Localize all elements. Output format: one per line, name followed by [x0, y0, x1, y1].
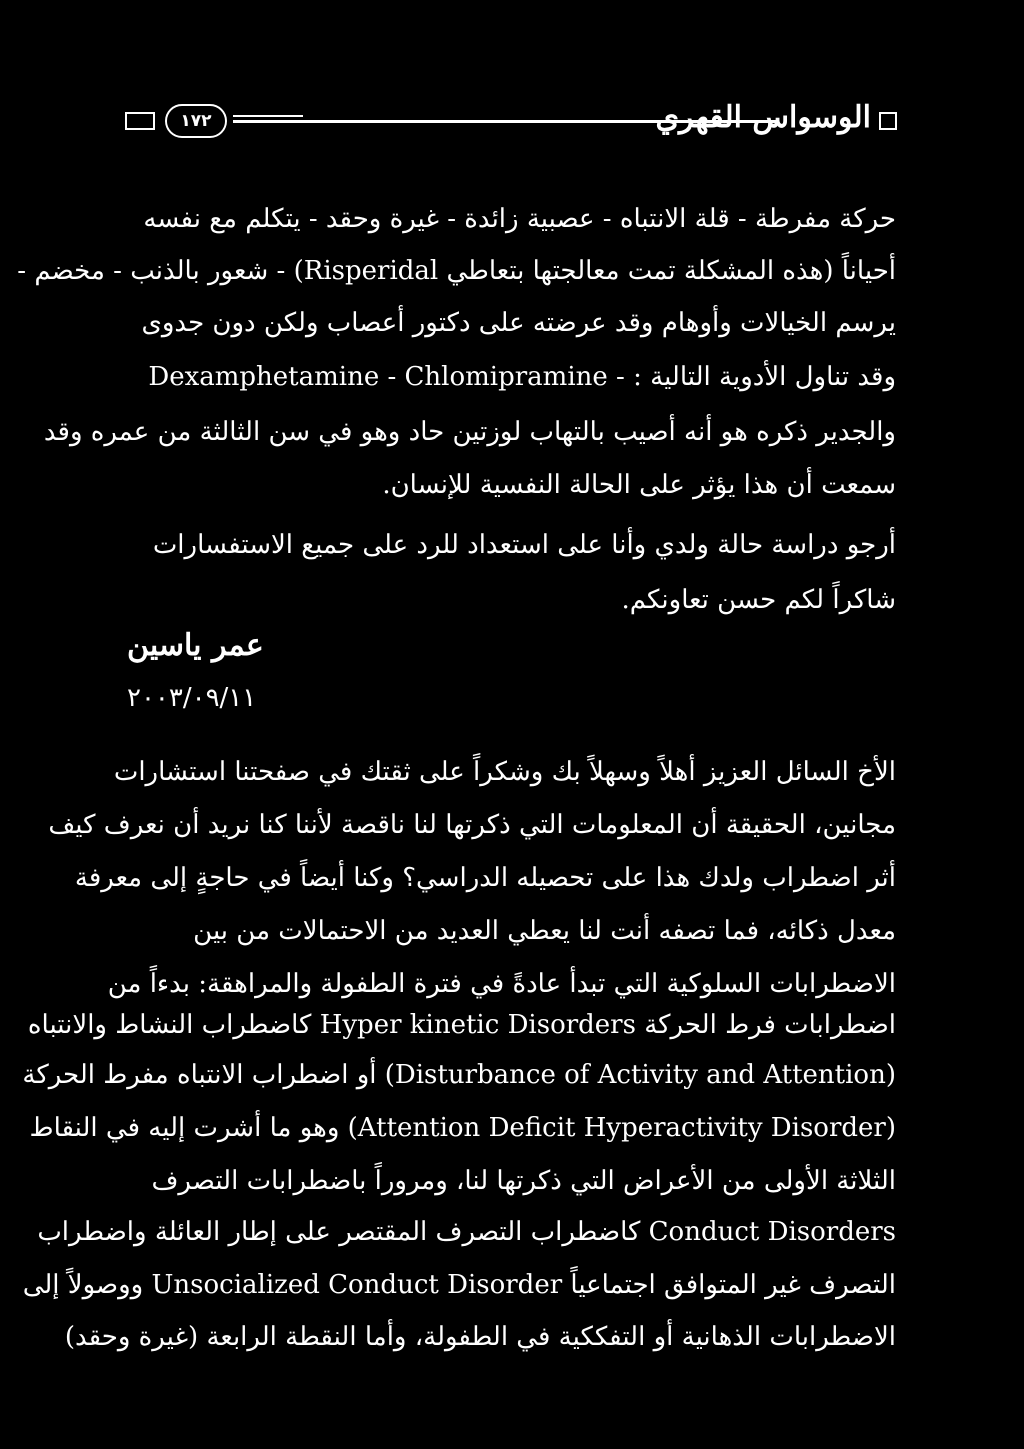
ornament-icon	[879, 112, 897, 130]
text-line: وقد تناول الأدوية التالية : - Dexamphetamine - Chlomipramine	[148, 362, 896, 392]
text-line: Conduct Disorders كاضطراب التصرف المقتصر على إطار العائلة واضطراب	[37, 1217, 896, 1247]
text-line: حركة مفرطة - قلة الانتباه - عصبية زائدة - غيرة وحقد - يتكلم مع نفسه	[143, 204, 896, 234]
text-line: أرجو دراسة حالة ولدي وأنا على استعداد للرد على جميع الاستفسارات	[152, 530, 896, 560]
ornament-icon	[125, 112, 155, 130]
text-line: مجانين، الحقيقة أن المعلومات التي ذكرتها لنا ناقصة لأننا كنا نريد أن نعرف كيف	[48, 810, 896, 840]
text-line: معدل ذكائه، فما تصفه أنت لنا يعطي العديد من الاحتمالات من بين	[193, 916, 896, 946]
text-line: اضطرابات فرط الحركة Hyper kinetic Disorders كاضطراب النشاط والانتباه	[27, 1010, 896, 1040]
page-number: ١٧٢	[165, 104, 227, 138]
text-line: الثلاثة الأولى من الأعراض التي ذكرتها لنا، ومروراً باضطرابات التصرف	[151, 1166, 896, 1196]
text-line: الاضطرابات السلوكية التي تبدأ عادةً في فترة الطفولة والمراهقة: بدءاً من	[107, 969, 896, 999]
text-line: أحياناً (هذه المشكلة تمت معالجتها بتعاطي Risperidal) - شعور بالذنب - مخضم -	[17, 256, 896, 286]
text-line: الاضطرابات الذهانية أو التفككية في الطفولة، وأما النقطة الرابعة (غيرة وحقد)	[64, 1322, 896, 1352]
text-line: شاكراً لكم حسن تعاونكم.	[621, 585, 896, 615]
book-title: الوسواس القهري	[655, 100, 871, 135]
text-line: الأخ السائل العزيز أهلاً وسهلاً بك وشكراً على ثقتك في صفحتنا استشارات	[113, 757, 896, 787]
text-line: يرسم الخيالات وأوهام وقد عرضته على دكتور أعصاب ولكن دون جدوى	[141, 308, 896, 338]
text-line: (Attention Deficit Hyperactivity Disorder) وهو ما أشرت إليه في النقاط	[29, 1113, 896, 1143]
text-line: والجدير ذكره هو أنه أصيب بالتهاب لوزتين حاد وهو في سن الثالثة من عمره وقد	[43, 417, 896, 447]
header-ornament-line	[233, 115, 303, 117]
signature-name: عمر ياسين	[127, 628, 264, 663]
signature-date: ٢٠٠٣/٠٩/١١	[127, 683, 257, 713]
text-line: سمعت أن هذا يؤثر على الحالة النفسية للإنسان.	[382, 470, 896, 500]
text-line: (Disturbance of Activity and Attention) أو اضطراب الانتباه مفرط الحركة	[22, 1060, 896, 1090]
page-header	[125, 98, 897, 146]
text-line: أثر اضطراب ولدك هذا على تحصيله الدراسي؟ وكنا أيضاً في حاجةٍ إلى معرفة	[74, 863, 896, 893]
text-line: التصرف غير المتوافق اجتماعياً Unsocialized Conduct Disorder ووصولاً إلى	[22, 1270, 896, 1300]
